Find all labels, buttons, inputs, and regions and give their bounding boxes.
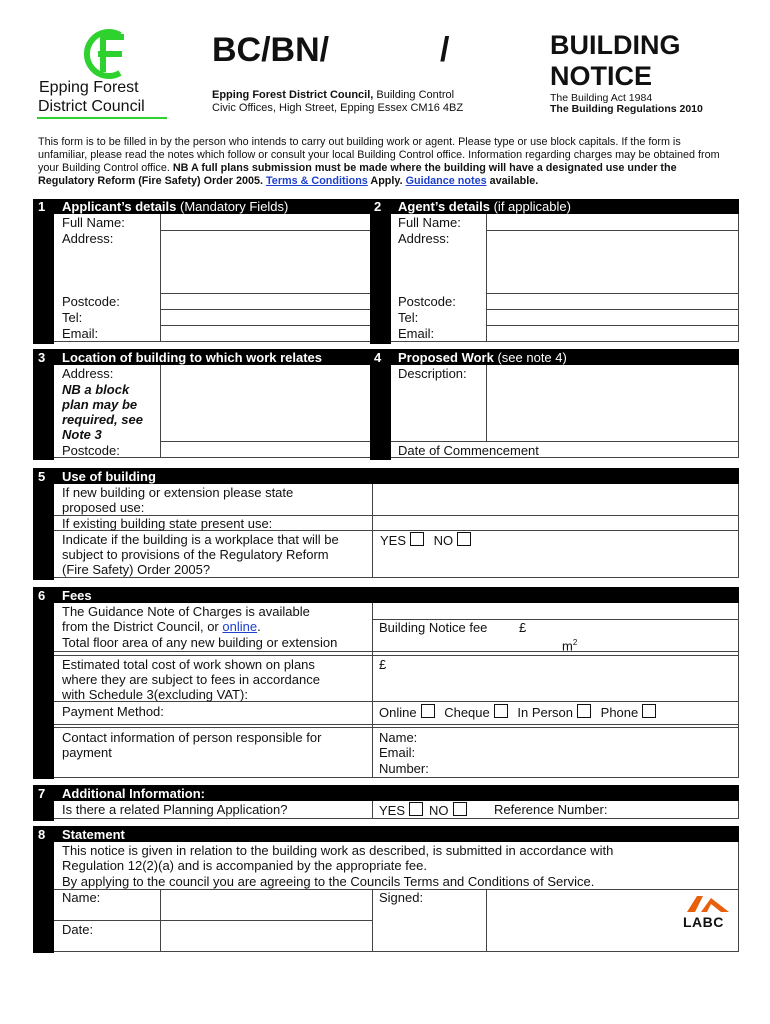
s2-address-label: Address: [398,231,450,246]
s3-num-stripe [33,349,54,460]
s2-title-note: (if applicable) [489,199,571,214]
notice-title-2: NOTICE [550,61,653,91]
council-logo [36,28,171,120]
s5-q1-line2: proposed use: [62,500,145,515]
s5-yes-no [380,532,477,549]
s5-q2: If existing building state present use: [62,516,273,531]
s6-fee-label: Building Notice fee [379,620,488,635]
s7-title: Additional Information: [62,786,205,801]
s7-reference-field[interactable] [621,802,736,817]
s5-title: Use of building [62,469,156,484]
s7-no-label: NO [429,803,449,818]
s6-contact-line2: payment [62,745,112,760]
intro-end: available. [486,175,539,187]
s7-number: 7 [38,786,46,801]
s1-postcode-label: Postcode: [62,294,120,309]
s3-nb-line4: Note 3 [62,427,102,442]
s4-num-stripe [370,349,391,460]
s2-email-field[interactable] [487,326,738,341]
s5-yes-label: YES [380,533,407,548]
pay-cheque-checkbox[interactable] [494,704,508,718]
intro-text: This form is to be filled in by the person who intends to carry out building work or agent. Please type or use block capitals. If the form is unfamiliar, please read the notes which follow or consult your local Building Control office. Information regarding charges may be obtained from your Building Control office. [38,136,720,174]
pay-person-checkbox[interactable] [577,704,591,718]
s8-statement-line1: This notice is given in relation to the building work as described, is submitted in accordance with [62,843,614,858]
s6-guidance-line2 [62,619,261,635]
s6-cost-line3: with Schedule 3(excluding VAT): [62,687,248,702]
s8-signature-field[interactable] [487,890,677,951]
pay-phone-checkbox[interactable] [642,704,656,718]
s5-present-use-field[interactable] [373,516,738,530]
s6-contact-number-field[interactable] [433,761,736,776]
s6-cost-pound: £ [379,657,387,672]
section-7 [33,785,739,821]
s4-commencement-label: Date of Commencement [398,443,539,458]
s1-address-field[interactable] [161,231,370,293]
s1-tel-label: Tel: [62,310,83,325]
s6-m2 [562,635,577,654]
s6-cost-line1: Estimated total cost of work shown on plans [62,657,315,672]
s4-title-note: (see note 4) [493,350,567,365]
s2-tel-label: Tel: [398,310,419,325]
s2-number: 2 [374,199,382,214]
s6-m2-unit: m [562,638,573,654]
s4-description-label: Description: [398,366,467,381]
s6-header-bar [54,587,739,603]
s3-address-label: Address: [62,366,114,381]
s3-address-field[interactable] [161,365,370,441]
section-1-2 [33,199,739,344]
s6-contact-email-field[interactable] [433,745,736,760]
s6-contact-line1: Contact information of person responsible for [62,730,322,745]
s3-postcode-field[interactable] [161,442,370,457]
charges-online-link[interactable]: online [222,619,258,634]
s7-no-checkbox[interactable] [453,802,467,816]
s5-q3-line3: (Fire Safety) Order 2005? [62,562,211,577]
s4-title-text: Proposed Work [398,350,494,365]
s6-payment-options [379,704,662,721]
s8-title: Statement [62,827,125,842]
s8-signed-label: Signed: [379,890,424,905]
s8-statement-line2: Regulation 12(2)(a) and is accompanied by the appropriate fee. [62,858,427,873]
s7-yes-checkbox[interactable] [409,802,423,816]
s5-yes-checkbox[interactable] [410,532,424,546]
s2-num-stripe [370,199,391,344]
council-name [212,89,454,102]
s1-tel-field[interactable] [161,310,370,325]
intro-paragraph [38,136,728,188]
s2-email-label: Email: [398,326,435,341]
s2-title-text: Agent’s details [398,199,490,214]
council-name-bold: Epping Forest District Council, [212,89,374,101]
s4-description-field[interactable] [487,365,738,441]
s6-guidance-end: . [257,619,261,634]
s6-title: Fees [62,588,92,603]
s1-title [62,199,288,214]
s4-title [398,350,567,365]
act-1: The Building Act 1984 [550,92,653,104]
s8-num-stripe [33,826,54,953]
reference-number [212,30,329,70]
s1-full-name-field[interactable] [161,214,370,230]
section-5 [33,468,739,580]
s1-full-name-label: Full Name: [62,215,125,230]
s2-full-name-label: Full Name: [398,215,461,230]
s3-nb-line1: NB a block [62,382,130,397]
s3-number: 3 [38,350,46,365]
s1-num-stripe [33,199,54,344]
s6-guidance-text: from the District Council, or [62,619,223,634]
s8-name-field[interactable] [161,890,372,920]
s5-no-label: NO [433,533,454,548]
labc-logo [681,894,735,934]
s6-floor-area-field[interactable] [373,636,561,651]
s5-number: 5 [38,469,46,484]
notice-title-1: BUILDING [550,30,681,60]
s1-email-field[interactable] [161,326,370,341]
section-3-4 [33,349,739,460]
s6-fee-field[interactable] [531,620,731,635]
s3-title: Location of building to which work relates [62,350,323,365]
s6-contact-name-field[interactable] [433,729,736,744]
pay-phone-label: Phone [600,705,639,720]
labc-text: LABC [683,914,724,930]
s2-full-name-field[interactable] [487,214,738,230]
s7-question: Is there a related Planning Application? [62,802,288,817]
s1-title-text: Applicant’s details [62,199,177,214]
s6-floor-area-label: Total floor area of any new building or extension [62,635,338,650]
s5-q3-line2: subject to provisions of the Regulatory Reform [62,547,329,562]
s2-address-field[interactable] [487,231,738,293]
s7-yes-label: YES [379,803,406,818]
s7-options [379,802,473,819]
s5-q1-line1: If new building or extension please state [62,485,294,500]
intro-mid: Apply. [367,175,406,187]
logo-line1: Epping Forest [39,79,139,96]
s3-postcode-label: Postcode: [62,443,120,458]
pay-person-label: In Person [517,705,574,720]
s1-address-label: Address: [62,231,114,246]
s5-no-checkbox[interactable] [457,532,471,546]
s2-title [398,199,571,214]
council-address: Civic Offices, High Street, Epping Essex CM16 4BZ [212,102,464,114]
s1-title-note: (Mandatory Fields) [176,199,289,214]
labc-mark-icon [685,894,731,914]
s6-name-label: Name: [379,730,418,745]
s3-nb-line2: plan may be [62,397,138,412]
notice-title [550,30,681,92]
ref-prefix: BC/BN/ [212,31,330,69]
s6-guidance-line1: The Guidance Note of Charges is available [62,604,310,619]
s6-cost-field[interactable] [391,657,736,701]
s2-postcode-label: Postcode: [398,294,456,309]
s1-number: 1 [38,199,46,214]
section-6 [33,587,739,779]
s1-postcode-field[interactable] [161,294,370,309]
s6-num-stripe [33,587,54,779]
section-8 [33,826,739,953]
efdc-logo-icon [36,28,171,84]
s6-number: 6 [38,588,46,603]
s2-tel-field[interactable] [487,310,738,325]
ref-slash: / [440,31,450,69]
intro-nb: NB A full plans submission must be made where the building will have a designated use under the Regulatory Reform (Fire Safety) Order 2005. [38,162,677,187]
logo-line2: District Council [38,98,145,115]
s8-date-field[interactable] [161,921,372,951]
council-dept: Building Control [373,89,455,101]
s6-payment-label: Payment Method: [62,704,164,719]
s8-date-label: Date: [62,922,94,937]
s7-reference-label: Reference Number: [494,802,608,817]
s2-postcode-field[interactable] [487,294,738,309]
s5-header-bar [54,468,739,484]
s6-m2-sup: 2 [572,638,578,647]
s3-nb-line3: required, see [62,412,143,427]
act-2: The Building Regulations 2010 [550,103,703,115]
guidance-notes-link[interactable]: Guidance notes [405,175,487,187]
s6-fee-pound: £ [519,620,527,635]
s4-number: 4 [374,350,382,365]
pay-online-checkbox[interactable] [421,704,435,718]
s6-email-label: Email: [379,745,416,760]
terms-link[interactable]: Terms & Conditions [266,175,368,187]
s6-cost-line2: where they are subject to fees in accordance [62,672,320,687]
s1-email-label: Email: [62,326,99,341]
pay-cheque-label: Cheque [444,705,490,720]
s8-statement-line3: By applying to the council you are agreeing to the Councils Terms and Conditions of Service. [62,874,595,889]
s5-proposed-use-field[interactable] [373,485,738,515]
s5-q3-line1: Indicate if the building is a workplace that will be [62,532,339,547]
logo-underline [37,117,167,119]
pay-online-label: Online [379,705,417,720]
s5-num-stripe [33,468,54,580]
s8-header-bar [54,826,739,842]
s8-number: 8 [38,827,46,842]
s8-name-label: Name: [62,890,101,905]
s6-number-label: Number: [379,761,429,776]
